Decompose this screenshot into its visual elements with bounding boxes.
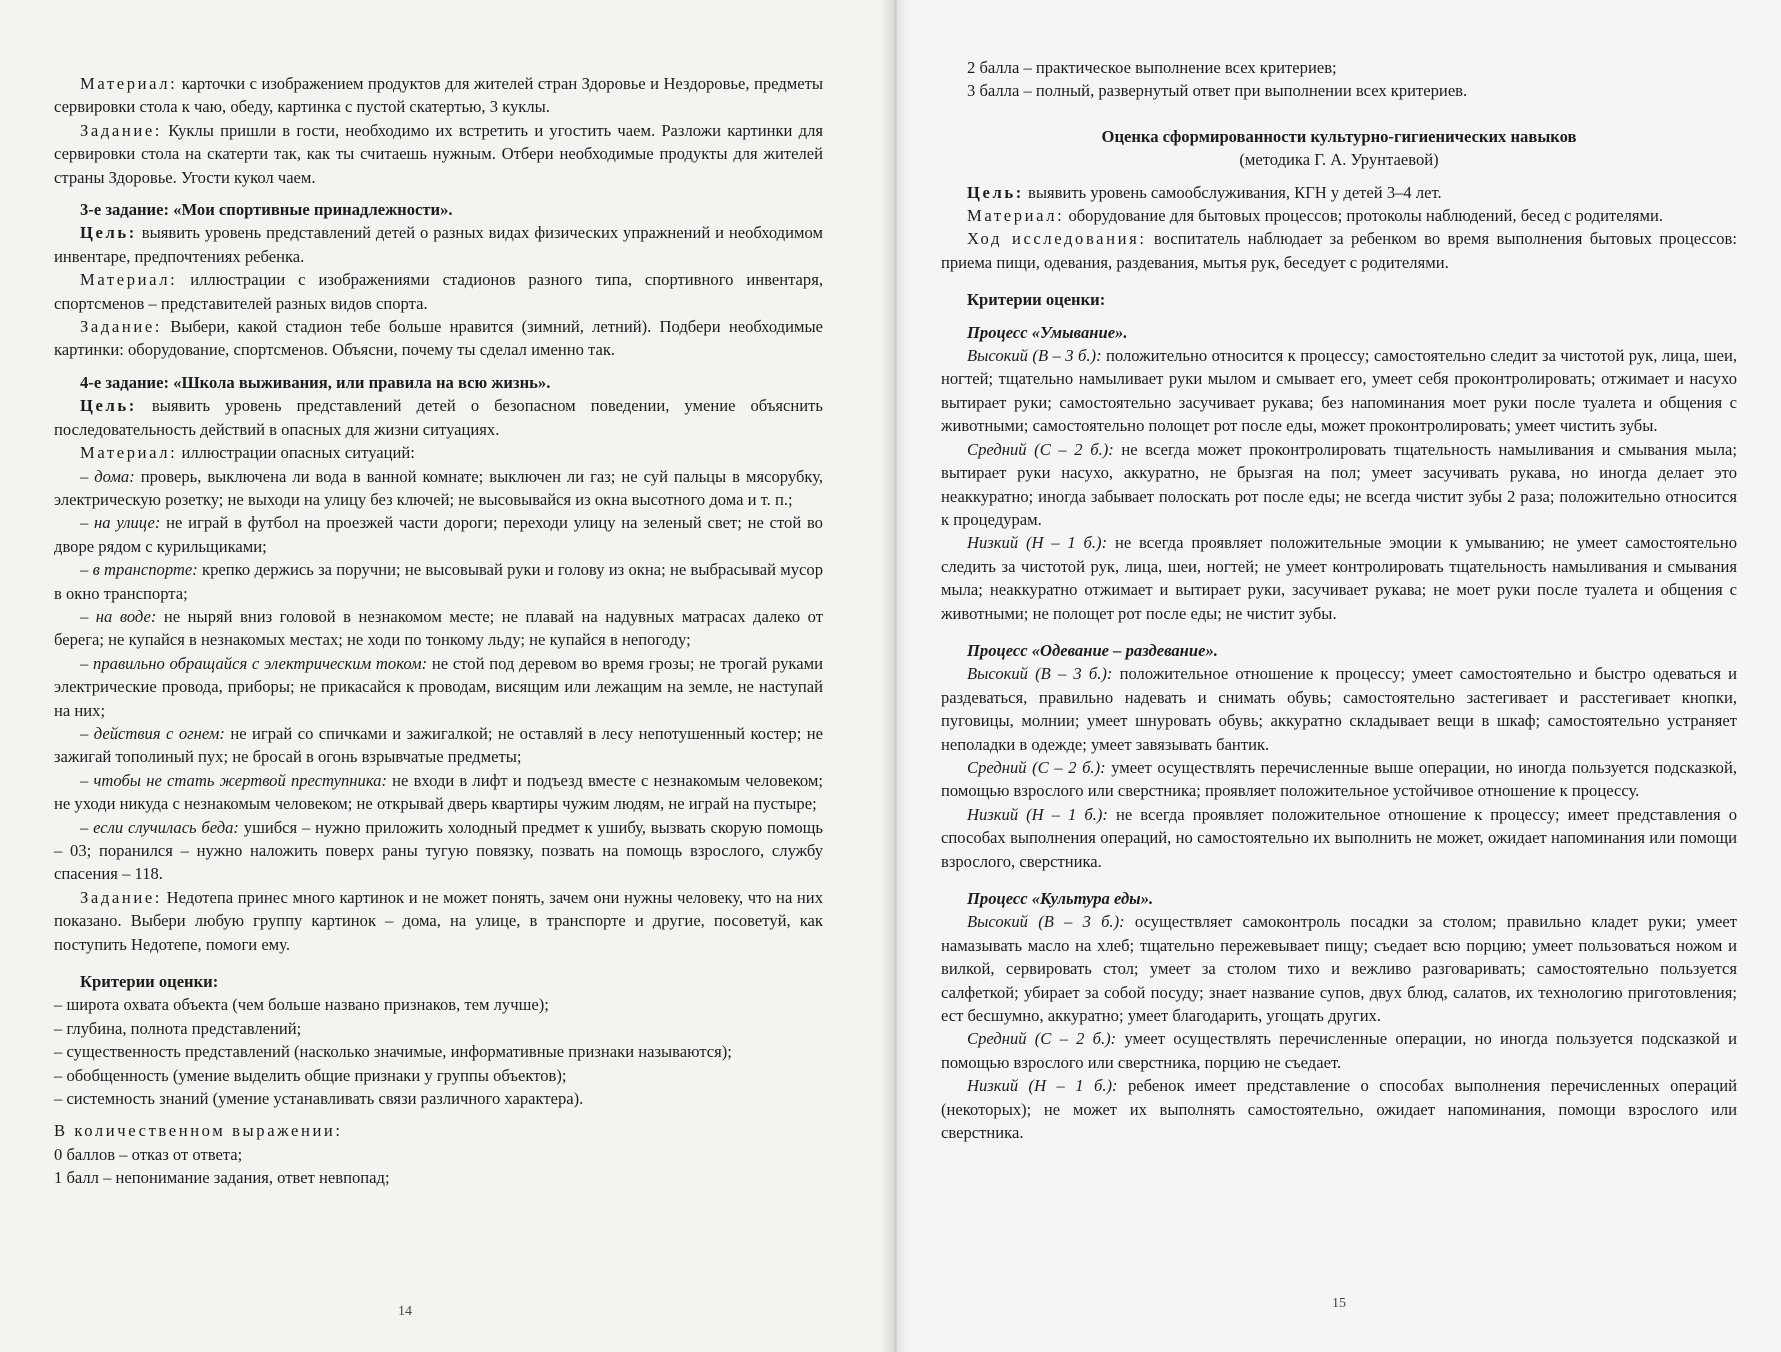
- situation-item: [54, 465, 823, 512]
- level-label: Низкий (Н – 1 б.):: [967, 533, 1108, 553]
- process-title: Процесс «Одевание – раздевание».: [967, 640, 1218, 660]
- right-page: [895, 0, 1781, 1352]
- level-label: Высокий (В – 3 б.):: [967, 664, 1113, 684]
- paragraph: [54, 394, 823, 441]
- criteria-item: – обобщенность (умение выделить общие признаки у группы объектов);: [54, 1065, 567, 1085]
- level-label: Низкий (Н – 1 б.):: [967, 1076, 1118, 1096]
- criteria-item: – глубина, полнота представлений;: [54, 1018, 302, 1038]
- level-item: [941, 1074, 1737, 1144]
- score-item: 3 балла – полный, развернутый ответ при выполнении всех критериев.: [967, 81, 1468, 101]
- text: Выбери, какой стадион тебе больше нравится (зимний, летний). Подбери необходимые картинки: оборудование, спортсменов. Объясни, почему ты сделал именно так.: [54, 317, 823, 360]
- level-label: Средний (С – 2 б.):: [967, 757, 1106, 777]
- situation-text: не стой под деревом во время грозы; не трогай руками электрические провода, приборы; не прикасайся к проводам, висящим или лежащим на земле, не наступай на них;: [54, 653, 823, 720]
- situation-label: – если случилась беда:: [80, 817, 239, 837]
- situation-label: – на воде:: [80, 606, 157, 626]
- paragraph: [54, 119, 823, 189]
- task4-heading: 4-е задание: «Школа выживания, или правила на всю жизнь».: [80, 372, 551, 392]
- paragraph: [54, 315, 823, 362]
- paragraph: [941, 204, 1737, 227]
- situation-item: [54, 605, 823, 652]
- term: Задание:: [80, 317, 163, 337]
- level-label: Средний (С – 2 б.):: [967, 439, 1114, 459]
- term: Задание:: [80, 887, 163, 907]
- criteria-item: – существенность представлений (насколько значимые, информативные признаки называются);: [54, 1042, 732, 1062]
- text: выявить уровень представлений детей о разных видах физических упражнений и необходимом инвентаре, предпочтениях ребенка.: [54, 223, 823, 266]
- level-text: положительно относится к процессу; самостоятельно следит за чистотой рук, лица, шеи, ногтей; тщательно намыливает руки мылом и смывает его, умеет себя проконтролировать; отжимает и насухо вытирает руки; самостоятельно засучивает рукава; без напоминания моет руки после туалета и общения с животными; самостоятельно полощет рот после еды, может проконтролировать; умеет чистить зубы.: [941, 346, 1738, 436]
- situation-item: [54, 769, 823, 816]
- level-item: [941, 1027, 1737, 1074]
- situation-text: не играй со спичками и зажигалкой; не оставляй в лесу непотушенный костер; не зажигай тополиный пух; не бросай в огонь взрывчатые предметы;: [54, 723, 823, 767]
- term: Цель:: [967, 182, 1024, 202]
- term: Материал:: [80, 270, 178, 290]
- situation-item: [54, 511, 823, 558]
- criteria-item: – системность знаний (умение устанавливать связи различного характера).: [54, 1089, 584, 1109]
- level-text: не всегда проявляет положительные эмоции к умыванию; не умеет самостоятельно следить за чистотой рук, лица, шеи, ногтей; не умеет контролировать тщательность намыливания и смывания мыла; неаккуратно отжимает и вытирает руки, засучивает рукава; не моет руки после туалета и общения с животными; не полощет рот после еды; не чистит зубы.: [941, 533, 1737, 623]
- task3-heading: 3-е задание: «Мои спортивные принадлежности».: [80, 200, 453, 220]
- text: карточки с изображением продуктов для жителей стран Здоровье и Нездоровье, предметы сервировки стола к чаю, обеду, картинка с пустой скатертью, 3 куклы.: [54, 74, 823, 117]
- situation-item: [54, 816, 823, 886]
- text: воспитатель наблюдает за ребенком во время выполнения бытовых процессов: приема пищи, одевания, раздевания, мытья рук, беседует с родителями.: [941, 229, 1737, 272]
- level-text: не всегда может проконтролировать тщательность намыливания и смывания мыла; вытирает руки насухо, аккуратно, не брызгая на пол; умеет засучивать рукава, но иногда делает это неаккуратно; иногда забывает полоскать рот после еды; не всегда чистит зубы 2 раза; положительно относится к процедурам.: [941, 439, 1737, 529]
- term: Цель:: [80, 396, 137, 416]
- level-item: [941, 756, 1737, 803]
- level-text: умеет осуществлять перечисленные выше операции, но иногда пользуется подсказкой, помощью взрослого или сверстника; проявляет положительное устойчивое отношение к процессу.: [941, 757, 1737, 801]
- level-text: умеет осуществлять перечисленные операции, но иногда пользуется подсказкой и помощью взрослого или сверстника, порцию не съедает.: [941, 1029, 1737, 1072]
- situation-label: – в транспорте:: [80, 560, 198, 580]
- book-gutter-shadow: [880, 0, 910, 1352]
- score-item: 0 баллов – отказ от ответа;: [54, 1144, 243, 1164]
- paragraph: [941, 227, 1737, 274]
- criteria-heading: Критерии оценки:: [967, 290, 1106, 310]
- paragraph: [54, 72, 823, 119]
- paragraph: [54, 886, 823, 956]
- process-title: Процесс «Культура еды».: [967, 889, 1154, 908]
- text: иллюстрации опасных ситуаций:: [177, 443, 415, 463]
- text: Куклы пришли в гости, необходимо их встретить и угостить чаем. Разложи картинки для сервировки стола на скатерти так, как ты считаешь нужным. Отбери необходимые продукты для жителей страны Здоровье. Угости кукол чаем.: [54, 120, 823, 187]
- term: Задание:: [80, 120, 163, 140]
- situation-text: крепко держись за поручни; не высовывай руки и голову из окна; не выбрасывай мусор в окно транспорта;: [54, 560, 823, 603]
- term: Материал:: [80, 74, 178, 93]
- situation-text: не ныряй вниз головой в незнакомом месте; не плавай на надувных матрасах далеко от берега; не купайся в незнакомых местах; не ходи по тонкому льду; не купайся в непогоду;: [54, 606, 823, 650]
- situation-text: не входи в лифт и подъезд вместе с незнакомым человеком; не уходи никуда с незнакомым человеком; не открывай дверь квартиры чужим людям, не играй на пустыре;: [54, 770, 824, 814]
- score-item: 2 балла – практическое выполнение всех критериев;: [967, 58, 1337, 77]
- term: Цель:: [80, 223, 137, 243]
- term: Ход исследования:: [967, 229, 1147, 249]
- level-text: не всегда проявляет положительное отношение к процессу; имеет представления о способах выполнения операций, но самостоятельно их выполнить не может, ожидает напоминания или помощи взрослого, сверстника.: [941, 804, 1737, 871]
- paragraph: [941, 181, 1737, 204]
- term: Материал:: [80, 443, 178, 463]
- level-item: [941, 803, 1737, 873]
- paragraph: [54, 268, 823, 315]
- situation-item: [54, 722, 823, 769]
- section-subtitle: (методика Г. А. Урунтаевой): [1239, 150, 1439, 170]
- situation-label: – действия с огнем:: [80, 723, 225, 743]
- situation-item: [54, 652, 823, 722]
- level-label: Средний (С – 2 б.):: [967, 1029, 1117, 1049]
- section-title: Оценка сформированности культурно-гигиенических навыков: [1101, 126, 1577, 146]
- level-text: осуществляет самоконтроль посадки за столом; правильно кладет руки; умеет намазывать масло на хлеб; тщательно пережевывает пищу; съедает всю порцию; умеет пользоваться ножом и вилкой, сервировать стол; умеет за столом тихо и вежливо разговаривать; самостоятельно пользуется салфеткой; убирает за собой посуду; знает название супов, двух блюд, салатов, их технологию приготовления; ест бесшумно, аккуратно; умеет благодарить, угощать других.: [941, 912, 1738, 1026]
- paragraph: [54, 221, 823, 268]
- term: Материал:: [967, 206, 1065, 226]
- level-item: [941, 344, 1737, 438]
- situation-label: – дома:: [80, 466, 135, 486]
- quantitative-heading: В количественном выражении:: [54, 1121, 343, 1141]
- level-item: [941, 438, 1737, 532]
- process-title: Процесс «Умывание».: [967, 322, 1128, 342]
- score-item: 1 балл – непонимание задания, ответ невпопад;: [54, 1168, 390, 1188]
- situation-item: [54, 558, 823, 605]
- situation-label: – правильно обращайся с электрическим током:: [80, 653, 428, 673]
- level-item: [941, 910, 1737, 1027]
- text: выявить уровень представлений детей о безопасном поведении, умение объяснить последовательность действий в опасных для жизни ситуациях.: [54, 396, 823, 439]
- situation-text: ушибся – нужно приложить холодный предмет к ушибу, вызвать скорую помощь – 03; поранился – нужно наложить поверх раны тугую повязку, позвать на помощь взрослого, службу спасения – 118.: [54, 817, 823, 884]
- level-text: ребенок имеет представление о способах выполнения перечисленных операций (некоторых); не может их выполнять самостоятельно, ожидает напоминания, помощи взрослого или сверстника.: [941, 1076, 1737, 1143]
- level-item: [941, 531, 1737, 625]
- situation-text: не играй в футбол на проезжей части дороги; переходи улицу на зеленый свет; не стой во дворе рядом с курильщиками;: [54, 513, 823, 556]
- situation-label: – чтобы не стать жертвой преступника:: [80, 770, 387, 790]
- text: оборудование для бытовых процессов; протоколы наблюдений, бесед с родителями.: [1064, 206, 1664, 226]
- text: иллюстрации с изображениями стадионов разного типа, спортивного инвентаря, спортсменов – представителей разных видов спорта.: [54, 270, 823, 313]
- text: Недотепа принес много картинок и не может понять, зачем они нужны человеку, что на них показано. Выбери любую группу картинок – дома, на улице, в транспорте и другие, посоветуй, как поступить Недотепе, помоги ему.: [54, 887, 823, 954]
- page-number: 14: [398, 1304, 412, 1319]
- situation-text: проверь, выключена ли вода в ванной комнате; выключен ли газ; не суй пальцы в мясорубку, электрическую розетку; не выходи на улицу без ключей; не высовывайся из окна высотного дома и т. п.;: [54, 466, 824, 509]
- paragraph: [54, 441, 823, 464]
- criteria-heading: Критерии оценки:: [80, 972, 219, 992]
- criteria-item: – широта охвата объекта (чем больше названо признаков, тем лучше);: [54, 995, 549, 1015]
- level-text: положительное отношение к процессу; умеет самостоятельно и быстро одеваться и раздеваться, правильно надевать и снимать обувь; самостоятельно застегивает и расстегивает кнопки, пуговицы, молнии; умеет шнуровать обувь; аккуратно складывает вещи в шкаф; самостоятельно устраняет неполадки в одежде; умеет завязывать бантик.: [941, 664, 1738, 754]
- situation-label: – на улице:: [80, 513, 161, 533]
- page-number: 15: [1332, 1296, 1346, 1311]
- level-label: Низкий (Н – 1 б.):: [967, 804, 1108, 824]
- level-label: Высокий (В – 3 б.):: [967, 346, 1102, 366]
- level-label: Высокий (В – 3 б.):: [967, 912, 1125, 932]
- text: выявить уровень самообслуживания, КГН у детей 3–4 лет.: [1023, 182, 1442, 202]
- level-item: [941, 662, 1737, 756]
